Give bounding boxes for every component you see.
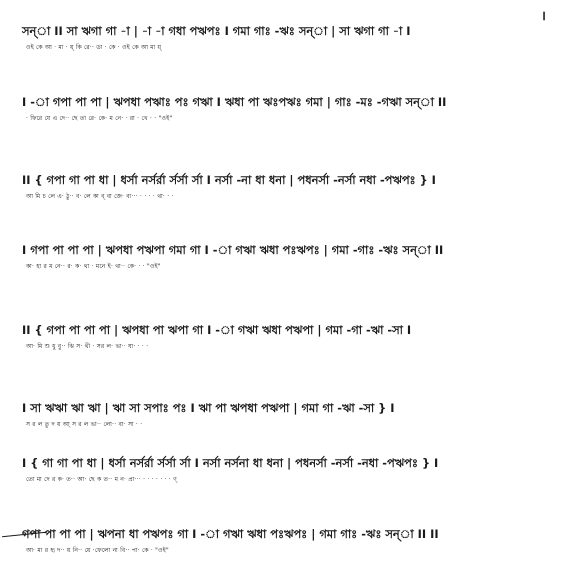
swara-row: I -া গপা পা পা | ঋপধা পঋাঃ পঃ গঋা I ঋধা পা ঋঃপঋঃ গমা | গাঃ -মঃ -গঋা সন্া II [22, 95, 447, 109]
swara-row: I গপা পা পা পা | ঋপধা পঋপা গমা গা I -া গঋা ঋধা পঃঋপঃ | গমা -গাঃ -ঋঃ সন্া II [22, 243, 444, 257]
swara-row: গপা পা পা পা | ঋপনা ধা পঋপঃ গা I -া গঋা ঋধা পঃঋপঃ | গমা গাঃ -ঋঃ সন্া II II [22, 527, 439, 541]
lyric-row: আ· মা র হৃ দ·· য় নি·· য়ে ·ফেলো না বি·· পা· কে · "ওই" [26, 548, 169, 554]
lyric-row: · ফিরে যে এ দে·· ছে তা রে· কে· ম নে· · রা · খে · · "ওই" [26, 116, 173, 122]
notation-line-6 [22, 401, 570, 432]
lyric-row: আ মি চ লে এ· ঠু·· ব· লে কা ব্ বা জে· ব্য··· · · · · থা· · · [26, 194, 174, 200]
notation-line-5 [22, 323, 570, 354]
notation-line-8 [22, 527, 570, 558]
notation-line-4 [22, 243, 570, 274]
lyric-row: তো মা দে র ক· ত·· আ· ছে ক ত·· ম ন· প্রা··· · · · · · · · ণ্ [26, 477, 177, 483]
swara-row: II { গপা গা পা ধা | ধর্সা নর্সর্রা র্সর্সা র্সা I নর্সা -না ধা ধনা | পধনর্সা -নর্সা নধা -পঋপঃ } I [22, 173, 436, 187]
swara-row: I { গা গা পা ধা | ধর্সা নর্সর্রা র্সর্সা র্সা I নর্সা নর্সনা ধা ধনা | পধনর্সা -নর্সা -নধা -পঋপঃ } I [22, 456, 439, 470]
swara-row: সন্া II সা ঋগা গা -া | -া -া গধা পঋপঃ I গমা গাঃ -ঋঃ সন্া | সা ঋগা গা -া I [22, 24, 411, 38]
swara-row: I সা ঋঋা ঋা ঋা | ঋা সা সপাঃ পঃ I ঋা পা ঋপধা পঋপা | গমা গা -ঋা -সা } I [22, 401, 395, 415]
notation-line-1 [22, 24, 570, 55]
lyric-row: আ· মি শু ধু বু·· ঝি স· থী · সর ল· ভা·· ষা· · · · [26, 344, 149, 350]
lyric-row: কা· হা র ম নে·· র· ক· থা · মনে ই· থা·· কে· · · "ওই" [26, 264, 161, 270]
lyric-row: ওই কে আ · মা · য়্ কি রে·· ডা · কে · ওই কে আ মা য়্ [26, 45, 162, 51]
swara-row: II { গপা পা পা পা | ঋপধা পা ঋপা গা I -া গঋা ঋধা পঋপা | গমা -গা -ঋা -সা I [22, 323, 412, 337]
page-mark: । [541, 9, 546, 24]
notation-line-3 [22, 173, 570, 204]
notation-line-2 [22, 95, 570, 126]
lyric-row: স র ল তু দ য় আ্ স র ল ভা·· লো·· বা· সা · · [26, 422, 143, 428]
notation-line-7 [22, 456, 570, 487]
